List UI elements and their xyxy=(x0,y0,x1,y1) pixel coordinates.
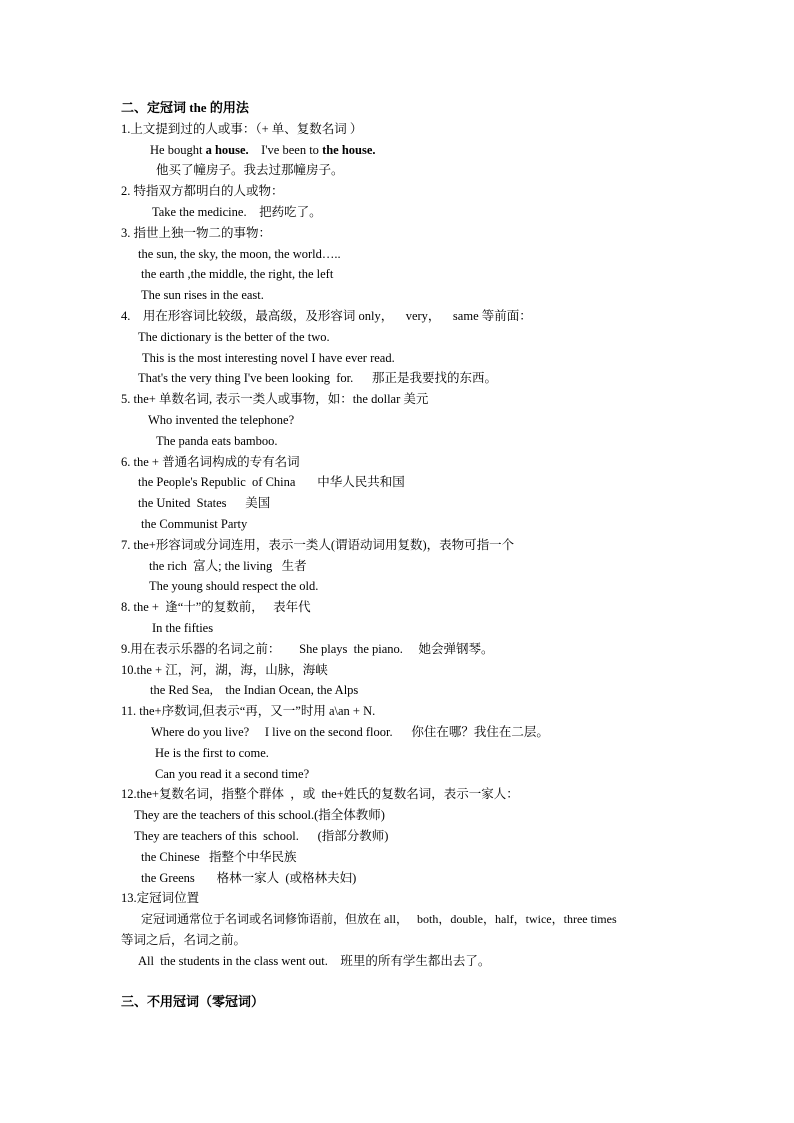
item-1-example-bold-2: the house. xyxy=(322,143,376,157)
item-10-example-1: the Red Sea, the Indian Ocean, the Alps xyxy=(150,683,359,697)
item-1-example-pre: He bought xyxy=(150,143,206,157)
item-13-heading: 13.定冠词位置 xyxy=(121,891,200,905)
item-7-example-1: the rich 富人; the living 生者 xyxy=(149,559,307,573)
item-6-example-1: the People's Republic of China 中华人民共和国 xyxy=(138,475,405,489)
item-8-example-1: In the fifties xyxy=(152,621,214,635)
item-3-example-1: the sun, the sky, the moon, the world….. xyxy=(138,247,341,261)
item-6-example-2: the United States 美国 xyxy=(138,496,271,510)
item-6-heading: 6. the + 普通名词构成的专有名词 xyxy=(121,455,300,469)
item-5-heading: 5. the+ 单数名词, 表示一类人或事物，如：the dollar 美元 xyxy=(121,392,429,406)
item-1-example-mid: I've been to xyxy=(248,143,323,157)
item-13-text-1: 定冠词通常位于名词或名词修饰语前，但放在 all， both，double，half，twice，three times xyxy=(141,912,617,926)
item-5-example-2: The panda eats bamboo. xyxy=(156,434,278,448)
item-6-example-3: the Communist Party xyxy=(141,517,248,531)
item-12-example-2: They are teachers of this school. (指部分教师) xyxy=(134,829,389,843)
item-12-example-3: the Chinese 指整个中华民族 xyxy=(141,850,297,864)
item-3-example-3: The sun rises in the east. xyxy=(141,288,264,302)
item-11-heading: 11. the+序数词,但表示“再，又一”时用 a\an + N. xyxy=(121,704,376,718)
item-4-example-1: The dictionary is the better of the two. xyxy=(138,330,330,344)
item-4-example-2: This is the most interesting novel I have ever read. xyxy=(142,351,395,365)
item-12-example-4: the Greens 格林一家人 (或格林夫妇) xyxy=(141,871,357,885)
item-2-heading: 2. 特指双方都明白的人或物： xyxy=(121,184,284,198)
item-1-heading: 1.上文提到过的人或事：（+ 单、复数名词 ） xyxy=(121,122,363,136)
section-2-title: 二、定冠词 the 的用法 xyxy=(121,100,249,115)
item-2-example: Take the medicine. 把药吃了。 xyxy=(152,205,322,219)
item-11-example-2: He is the first to come. xyxy=(155,746,269,760)
item-8-heading: 8. the + 逢“十”的复数前， 表年代 xyxy=(121,600,311,614)
item-11-example-3: Can you read it a second time? xyxy=(155,767,310,781)
item-4-heading: 4. 用在形容词比较级，最高级，及形容词 only， very， same 等前面： xyxy=(121,309,532,323)
item-5-example-1: Who invented the telephone? xyxy=(148,413,295,427)
item-12-example-1: They are the teachers of this school.(指全体教师) xyxy=(134,808,385,822)
item-11-example-1: Where do you live? I live on the second floor. 你住在哪？我住在二层。 xyxy=(151,725,549,739)
item-13-example-1: All the students in the class went out. 班里的所有学生都出去了。 xyxy=(138,954,491,968)
item-10-heading: 10.the + 江，河，湖，海，山脉，海峡 xyxy=(121,663,328,677)
item-4-example-3: That's the very thing I've been looking for. 那正是我要找的东西。 xyxy=(138,371,497,385)
item-7-example-2: The young should respect the old. xyxy=(149,579,319,593)
section-3-title: 三、不用冠词（零冠词） xyxy=(121,994,265,1009)
item-1-translation: 他买了幢房子。我去过那幢房子。 xyxy=(156,163,344,177)
item-3-heading: 3. 指世上独一物二的事物： xyxy=(121,226,272,240)
item-1-example-bold-1: a house. xyxy=(205,143,249,157)
item-13-text-2: 等词之后，名词之前。 xyxy=(121,933,247,947)
item-12-heading: 12.the+复数名词，指整个群体 ，或 the+姓氏的复数名词，表示一家人： xyxy=(121,787,519,801)
item-1-example xyxy=(150,142,376,158)
item-7-heading: 7. the+形容词或分词连用，表示一类人(谓语动词用复数)，表物可指一个 xyxy=(121,538,515,552)
item-9-heading: 9.用在表示乐器的名词之前： She plays the piano. 她会弹钢琴。 xyxy=(121,642,494,656)
item-3-example-2: the earth ,the middle, the right, the left xyxy=(141,267,334,281)
